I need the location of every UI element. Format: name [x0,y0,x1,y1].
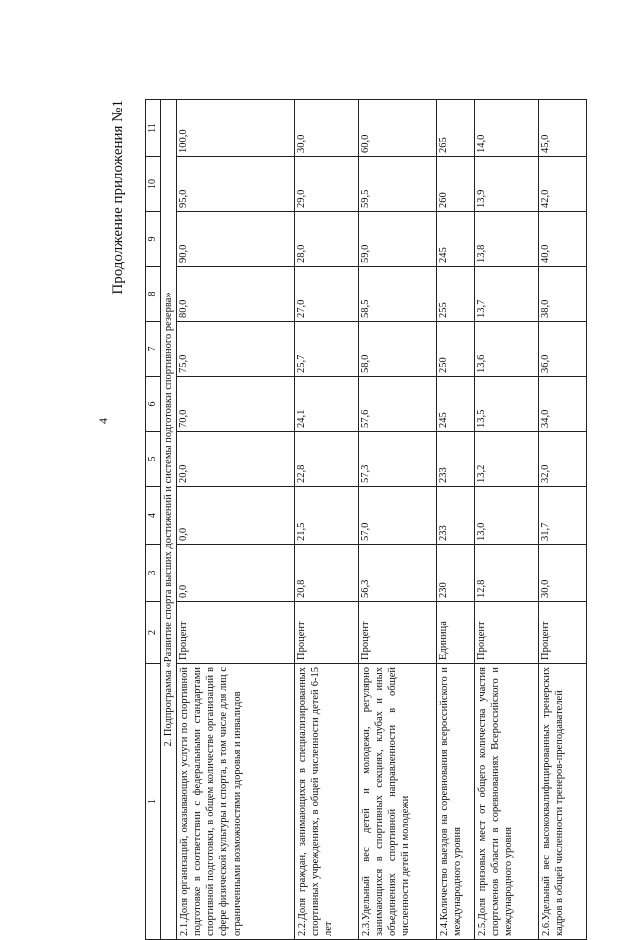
table-row [437,100,475,940]
value-cell: 13,6 [475,322,539,377]
value-cell: 90,0 [177,212,295,267]
unit-cell: Процент [539,602,587,664]
column-number: 8 [146,267,161,322]
indicator-name: 2.6.Удельный вес высококвалифицированных тренерских кадров в общей численности тренеров-преподавателей [539,664,587,940]
unit-cell: Процент [177,602,295,664]
column-number: 10 [146,157,161,212]
value-cell: 260 [437,157,475,212]
indicator-table [145,99,587,940]
table-row [475,100,539,940]
column-number: 1 [146,664,161,940]
indicator-name: 2.5.Доля призовых мест от общего количества участия спортсменов области в соревнованиях Всероссийского и международного уровня [475,664,539,940]
value-cell: 56,3 [359,545,437,602]
value-cell: 32,0 [539,432,587,487]
value-cell: 36,0 [539,322,587,377]
column-number: 3 [146,545,161,602]
value-cell: 250 [437,322,475,377]
column-number: 2 [146,602,161,664]
value-cell: 80,0 [177,267,295,322]
value-cell: 95,0 [177,157,295,212]
subprogram-title: 2. Подпрограмма «Развитие спорта высших достижений и системы подготовки спортивного резерва» [161,100,177,940]
rotated-sheet [110,100,624,940]
column-number: 6 [146,377,161,432]
value-cell: 60,0 [359,100,437,157]
value-cell: 233 [437,487,475,545]
value-cell: 57,3 [359,432,437,487]
column-number: 4 [146,487,161,545]
column-number: 7 [146,322,161,377]
value-cell: 57,0 [359,487,437,545]
value-cell: 12,8 [475,545,539,602]
value-cell: 13,0 [475,487,539,545]
unit-cell: Процент [359,602,437,664]
value-cell: 38,0 [539,267,587,322]
column-number: 5 [146,432,161,487]
value-cell: 230 [437,545,475,602]
value-cell: 13,9 [475,157,539,212]
value-cell: 20,0 [177,432,295,487]
value-cell: 13,2 [475,432,539,487]
value-cell: 75,0 [177,322,295,377]
table-row [359,100,437,940]
value-cell: 245 [437,212,475,267]
value-cell: 40,0 [539,212,587,267]
value-cell: 45,0 [539,100,587,157]
indicator-name: 2.3.Удельный вес детей и молодежи, регулярно занимающихся в спортивных секциях, клубах и иных объединениях спортивной направленности в общей численности детей и молодежи [359,664,437,940]
column-number: 9 [146,212,161,267]
value-cell: 22,8 [295,432,359,487]
value-cell: 30,0 [295,100,359,157]
value-cell: 14,0 [475,100,539,157]
unit-cell: Процент [295,602,359,664]
value-cell: 30,0 [539,545,587,602]
value-cell: 29,0 [295,157,359,212]
table-row [295,100,359,940]
indicator-name: 2.1.Доля организаций, оказывающих услуги по спортивной подготовке в соответствии с федеральными стандартами спортивной подготовки, в общем количестве организаций в сфере физической культуры и спорта, в том числе для лиц с ограниченными возможностями здоровья и инвалидов [177,664,295,940]
value-cell: 59,5 [359,157,437,212]
column-number-row [146,100,161,940]
value-cell: 24,1 [295,377,359,432]
value-cell: 34,0 [539,377,587,432]
indicator-name: 2.2.Доля граждан, занимающихся в специализированных спортивных учреждениях, в общей численности детей 6-15 лет [295,664,359,940]
value-cell: 31,7 [539,487,587,545]
value-cell: 58,0 [359,322,437,377]
value-cell: 255 [437,267,475,322]
value-cell: 13,5 [475,377,539,432]
value-cell: 233 [437,432,475,487]
value-cell: 245 [437,377,475,432]
value-cell: 21,5 [295,487,359,545]
value-cell: 27,0 [295,267,359,322]
value-cell: 58,5 [359,267,437,322]
appendix-note: Продолжение приложения №1 [110,100,126,295]
value-cell: 100,0 [177,100,295,157]
value-cell: 57,6 [359,377,437,432]
value-cell: 59,0 [359,212,437,267]
value-cell: 13,7 [475,267,539,322]
unit-cell: Единица [437,602,475,664]
value-cell: 0,0 [177,545,295,602]
value-cell: 265 [437,100,475,157]
value-cell: 28,0 [295,212,359,267]
value-cell: 70,0 [177,377,295,432]
value-cell: 20,8 [295,545,359,602]
value-cell: 0,0 [177,487,295,545]
value-cell: 25,7 [295,322,359,377]
subprogram-row [161,100,177,940]
column-number: 11 [146,100,161,157]
table-row [177,100,295,940]
table-row [539,100,587,940]
indicator-name: 2.4.Количество выездов на соревнования всероссийского и международного уровня [437,664,475,940]
unit-cell: Процент [475,602,539,664]
page-number: 4 [96,418,110,424]
value-cell: 13,8 [475,212,539,267]
value-cell: 42,0 [539,157,587,212]
